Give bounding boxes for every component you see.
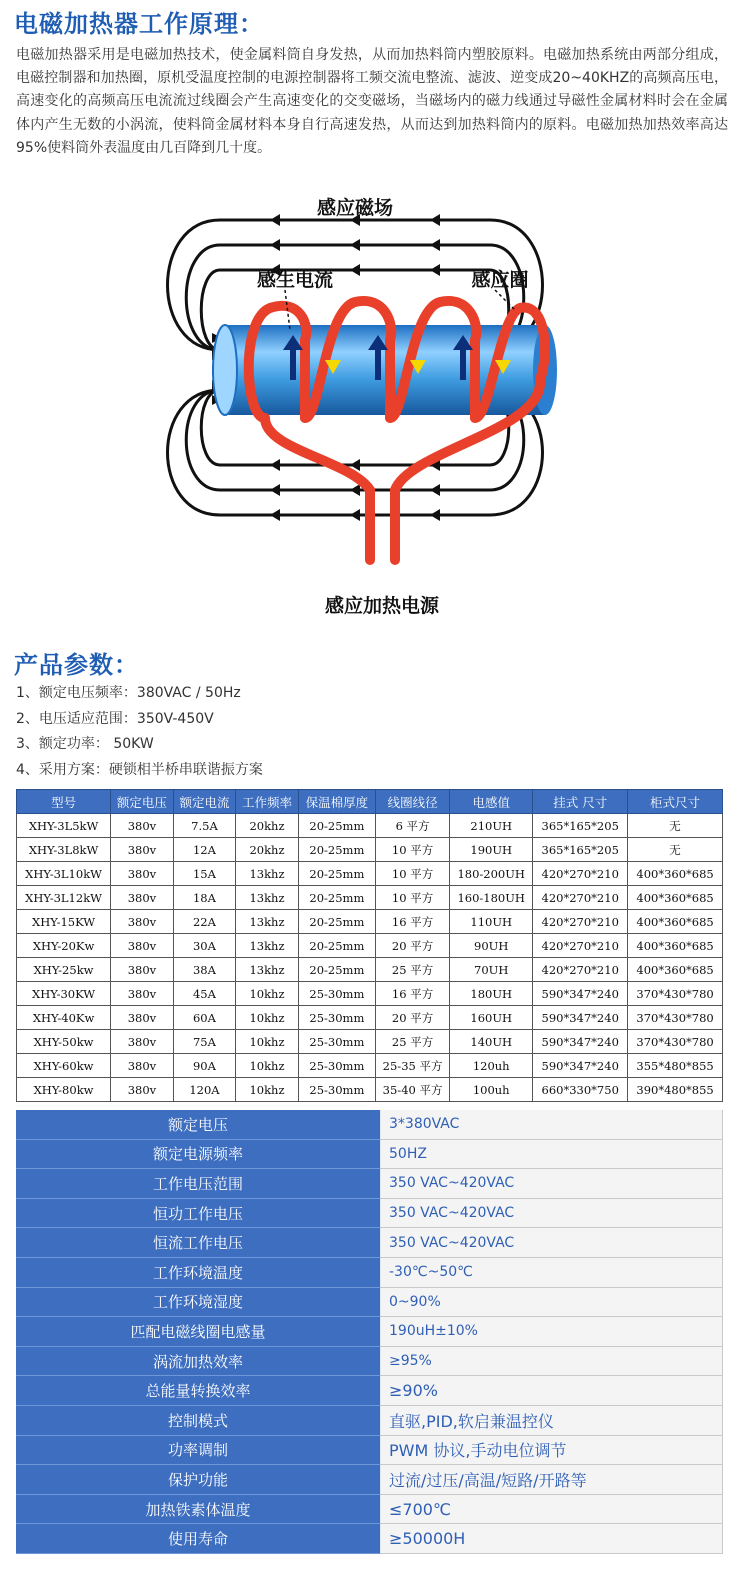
table-cell: 400*360*685 — [628, 910, 723, 934]
table-cell: XHY-15KW — [17, 910, 111, 934]
table-cell: XHY-80kw — [17, 1078, 111, 1102]
kv-key: 工作环境温度 — [16, 1258, 381, 1288]
table-cell: 380v — [111, 982, 174, 1006]
table-cell: 10khz — [236, 1054, 299, 1078]
col-insulation: 保温棉厚度 — [298, 790, 375, 814]
param-item: 4、采用方案：硬锁相半桥串联谐振方案 — [16, 761, 263, 778]
table-cell: 420*270*210 — [533, 886, 628, 910]
kv-row — [16, 1436, 723, 1466]
table-cell: 20-25mm — [298, 958, 375, 982]
kv-value: 350 VAC~420VAC — [381, 1228, 723, 1258]
table-cell: 25 平方 — [376, 958, 450, 982]
table-cell: 38A — [173, 958, 236, 982]
table-cell: 20 平方 — [376, 1006, 450, 1030]
table-cell: 22A — [173, 910, 236, 934]
table-cell: 380v — [111, 1030, 174, 1054]
table-cell: 12A — [173, 838, 236, 862]
kv-row — [16, 1169, 723, 1199]
table-cell: 25-35 平方 — [376, 1054, 450, 1078]
param-item: 3、额定功率： 50KW — [16, 736, 154, 753]
kv-key: 匹配电磁线圈电感量 — [16, 1317, 381, 1347]
table-cell: 590*347*240 — [533, 1054, 628, 1078]
table-cell: 60A — [173, 1006, 236, 1030]
params-list — [16, 681, 616, 783]
kv-value: ≥90% — [381, 1376, 723, 1406]
col-frequency: 工作频率 — [236, 790, 299, 814]
table-cell: XHY-3L8kW — [17, 838, 111, 862]
kv-row — [16, 1495, 723, 1525]
table-cell: 380v — [111, 934, 174, 958]
table-cell: 70UH — [450, 958, 533, 982]
table-cell: 30A — [173, 934, 236, 958]
table-row — [17, 886, 723, 910]
table-cell: 390*480*855 — [628, 1078, 723, 1102]
table-cell: XHY-50kw — [17, 1030, 111, 1054]
kv-value: 3*380VAC — [381, 1110, 723, 1140]
table-cell: 90A — [173, 1054, 236, 1078]
table-cell: 380v — [111, 910, 174, 934]
kv-value: 350 VAC~420VAC — [381, 1199, 723, 1229]
table-cell: 10khz — [236, 1030, 299, 1054]
kv-key: 功率调制 — [16, 1436, 381, 1466]
kv-value: 50HZ — [381, 1140, 723, 1170]
col-cabinet-size: 柜式尺寸 — [628, 790, 723, 814]
table-row — [17, 1054, 723, 1078]
table-cell: 20-25mm — [298, 814, 375, 838]
table-cell: 380v — [111, 1054, 174, 1078]
table-cell: 13khz — [236, 862, 299, 886]
kv-key: 控制模式 — [16, 1406, 381, 1436]
table-cell: 75A — [173, 1030, 236, 1054]
kv-value: 0~90% — [381, 1288, 723, 1318]
kv-key: 工作电压范围 — [16, 1169, 381, 1199]
kv-row — [16, 1317, 723, 1347]
table-row — [17, 1006, 723, 1030]
table-cell: 10khz — [236, 982, 299, 1006]
table-cell: 420*270*210 — [533, 934, 628, 958]
col-voltage: 额定电压 — [111, 790, 174, 814]
table-cell: 45A — [173, 982, 236, 1006]
induction-heating-diagram — [120, 190, 620, 630]
table-cell: 25-30mm — [298, 982, 375, 1006]
kv-value: ≤700℃ — [381, 1495, 723, 1525]
table-cell: XHY-60kw — [17, 1054, 111, 1078]
table-row — [17, 1030, 723, 1054]
kv-value: ≥50000H — [381, 1524, 723, 1554]
table-cell: 10 平方 — [376, 886, 450, 910]
table-cell: 20-25mm — [298, 838, 375, 862]
param-item: 2、电压适应范围：350V-450V — [16, 710, 214, 727]
table-cell: XHY-30KW — [17, 982, 111, 1006]
table-cell: XHY-3L10kW — [17, 862, 111, 886]
table-cell: 无 — [628, 814, 723, 838]
table-cell: 210UH — [450, 814, 533, 838]
kv-key: 使用寿命 — [16, 1524, 381, 1554]
section-title-principle: 电磁加热器工作原理： — [14, 10, 264, 38]
table-cell: 160-180UH — [450, 886, 533, 910]
principle-paragraph: 电磁加热器采用是电磁加热技术，使金属料筒自身发热，从而加热料筒内塑胶原料。电磁加热系统由两部分组成，电磁控制器和加热圈，原机受温度控制的电源控制器将工频交流电整流、滤波、逆变成20~40KHZ的高频高压电，高速变化的高频高压电流流过线圈会产生高速变化的交变磁场，当磁场内的磁力线通过导磁性金属材料时会在金属体内产生无数的小涡流，使料筒金属材料本身自行高速发热，从而达到加热料筒内的原料。电磁加热加热效率高达95%使料筒外表温度由几百降到几十度。 — [16, 47, 728, 156]
kv-row — [16, 1376, 723, 1406]
table-row — [17, 862, 723, 886]
table-cell: 20-25mm — [298, 862, 375, 886]
table-row — [17, 1078, 723, 1102]
table-cell: 13khz — [236, 910, 299, 934]
table-cell: 180-200UH — [450, 862, 533, 886]
table-cell: 25 平方 — [376, 1030, 450, 1054]
table-cell: 16 平方 — [376, 910, 450, 934]
table-cell: 20khz — [236, 814, 299, 838]
table-cell: 110UH — [450, 910, 533, 934]
table-cell: 35-40 平方 — [376, 1078, 450, 1102]
table-cell: 7.5A — [173, 814, 236, 838]
section-title-params: 产品参数： — [14, 651, 139, 679]
table-cell: 370*430*780 — [628, 982, 723, 1006]
table-row — [17, 910, 723, 934]
kv-row — [16, 1347, 723, 1377]
table-cell: 190UH — [450, 838, 533, 862]
kv-key: 额定电源频率 — [16, 1140, 381, 1170]
table-cell: 90UH — [450, 934, 533, 958]
kv-key: 工作环境湿度 — [16, 1288, 381, 1318]
kv-key: 额定电压 — [16, 1110, 381, 1140]
table-cell: 13khz — [236, 886, 299, 910]
table-row — [17, 814, 723, 838]
table-cell: 400*360*685 — [628, 958, 723, 982]
table-cell: XHY-40Kw — [17, 1006, 111, 1030]
table-cell: 420*270*210 — [533, 910, 628, 934]
table-cell: 25-30mm — [298, 1078, 375, 1102]
kv-value: -30℃~50℃ — [381, 1258, 723, 1288]
col-inductance: 电感值 — [450, 790, 533, 814]
table-row — [17, 982, 723, 1006]
kv-row — [16, 1406, 723, 1436]
table-cell: 13khz — [236, 958, 299, 982]
kv-row — [16, 1288, 723, 1318]
kv-key: 加热铁素体温度 — [16, 1495, 381, 1525]
kv-value: 190uH±10% — [381, 1317, 723, 1347]
table-cell: 25-30mm — [298, 1006, 375, 1030]
param-item: 1、额定电压频率：380VAC / 50Hz — [16, 685, 241, 701]
label-induced-current: 感生电流 — [256, 269, 334, 291]
table-cell: 160UH — [450, 1006, 533, 1030]
kv-row — [16, 1258, 723, 1288]
table-cell: 无 — [628, 838, 723, 862]
label-power-supply: 感应加热电源 — [324, 595, 440, 617]
kv-row — [16, 1199, 723, 1229]
table-cell: 380v — [111, 1006, 174, 1030]
col-wire: 线圈线径 — [376, 790, 450, 814]
table-row — [17, 838, 723, 862]
table-cell: 25-30mm — [298, 1030, 375, 1054]
table-cell: 380v — [111, 886, 174, 910]
table-cell: XHY-3L5kW — [17, 814, 111, 838]
table-cell: 100uh — [450, 1078, 533, 1102]
table-cell: 370*430*780 — [628, 1006, 723, 1030]
table-cell: 20-25mm — [298, 910, 375, 934]
kv-row — [16, 1140, 723, 1170]
table-cell: 10khz — [236, 1078, 299, 1102]
table-cell: 420*270*210 — [533, 862, 628, 886]
table-cell: 15A — [173, 862, 236, 886]
kv-key: 保护功能 — [16, 1465, 381, 1495]
table-cell: XHY-3L12kW — [17, 886, 111, 910]
col-wall-size: 挂式 尺寸 — [533, 790, 628, 814]
kv-value: ≥95% — [381, 1347, 723, 1377]
specs-kv-table — [16, 1110, 723, 1554]
table-cell: 10khz — [236, 1006, 299, 1030]
table-cell: 380v — [111, 838, 174, 862]
table-cell: 420*270*210 — [533, 958, 628, 982]
table-row — [17, 958, 723, 982]
table-cell: 400*360*685 — [628, 886, 723, 910]
table-cell: 10 平方 — [376, 838, 450, 862]
col-model: 型号 — [17, 790, 111, 814]
table-cell: 16 平方 — [376, 982, 450, 1006]
kv-row — [16, 1465, 723, 1495]
table-cell: 380v — [111, 1078, 174, 1102]
label-magnetic-field: 感应磁场 — [316, 197, 394, 219]
table-cell: 25-30mm — [298, 1054, 375, 1078]
table-cell: 20khz — [236, 838, 299, 862]
col-current: 额定电流 — [173, 790, 236, 814]
spec-table — [16, 789, 723, 1102]
table-cell: 120A — [173, 1078, 236, 1102]
kv-row — [16, 1524, 723, 1554]
table-cell: 365*165*205 — [533, 814, 628, 838]
table-cell: 400*360*685 — [628, 934, 723, 958]
table-row — [17, 934, 723, 958]
table-cell: 140UH — [450, 1030, 533, 1054]
kv-key: 恒流工作电压 — [16, 1228, 381, 1258]
table-cell: 10 平方 — [376, 862, 450, 886]
table-cell: 400*360*685 — [628, 862, 723, 886]
table-cell: 180UH — [450, 982, 533, 1006]
table-cell: 20-25mm — [298, 886, 375, 910]
table-cell: 20-25mm — [298, 934, 375, 958]
table-cell: XHY-20Kw — [17, 934, 111, 958]
kv-value: 过流/过压/高温/短路/开路等 — [381, 1465, 723, 1495]
table-cell: 6 平方 — [376, 814, 450, 838]
kv-value: 直驱,PID,软启兼温控仪 — [381, 1406, 723, 1436]
kv-value: PWM 协议,手动电位调节 — [381, 1436, 723, 1466]
kv-row — [16, 1228, 723, 1258]
table-cell: 13khz — [236, 934, 299, 958]
kv-row — [16, 1110, 723, 1140]
table-cell: 380v — [111, 862, 174, 886]
spec-header-row — [17, 790, 723, 814]
table-cell: 18A — [173, 886, 236, 910]
table-cell: 370*430*780 — [628, 1030, 723, 1054]
table-cell: 590*347*240 — [533, 982, 628, 1006]
table-cell: 590*347*240 — [533, 1030, 628, 1054]
table-cell: 380v — [111, 958, 174, 982]
kv-value: 350 VAC~420VAC — [381, 1169, 723, 1199]
table-cell: 590*347*240 — [533, 1006, 628, 1030]
table-cell: 355*480*855 — [628, 1054, 723, 1078]
table-cell: XHY-25kw — [17, 958, 111, 982]
kv-key: 涡流加热效率 — [16, 1347, 381, 1377]
table-cell: 660*330*750 — [533, 1078, 628, 1102]
kv-key: 恒功工作电压 — [16, 1199, 381, 1229]
table-cell: 120uh — [450, 1054, 533, 1078]
table-cell: 365*165*205 — [533, 838, 628, 862]
kv-key: 总能量转换效率 — [16, 1376, 381, 1406]
label-induction-coil: 感应圈 — [471, 269, 529, 291]
table-cell: 380v — [111, 814, 174, 838]
table-cell: 20 平方 — [376, 934, 450, 958]
